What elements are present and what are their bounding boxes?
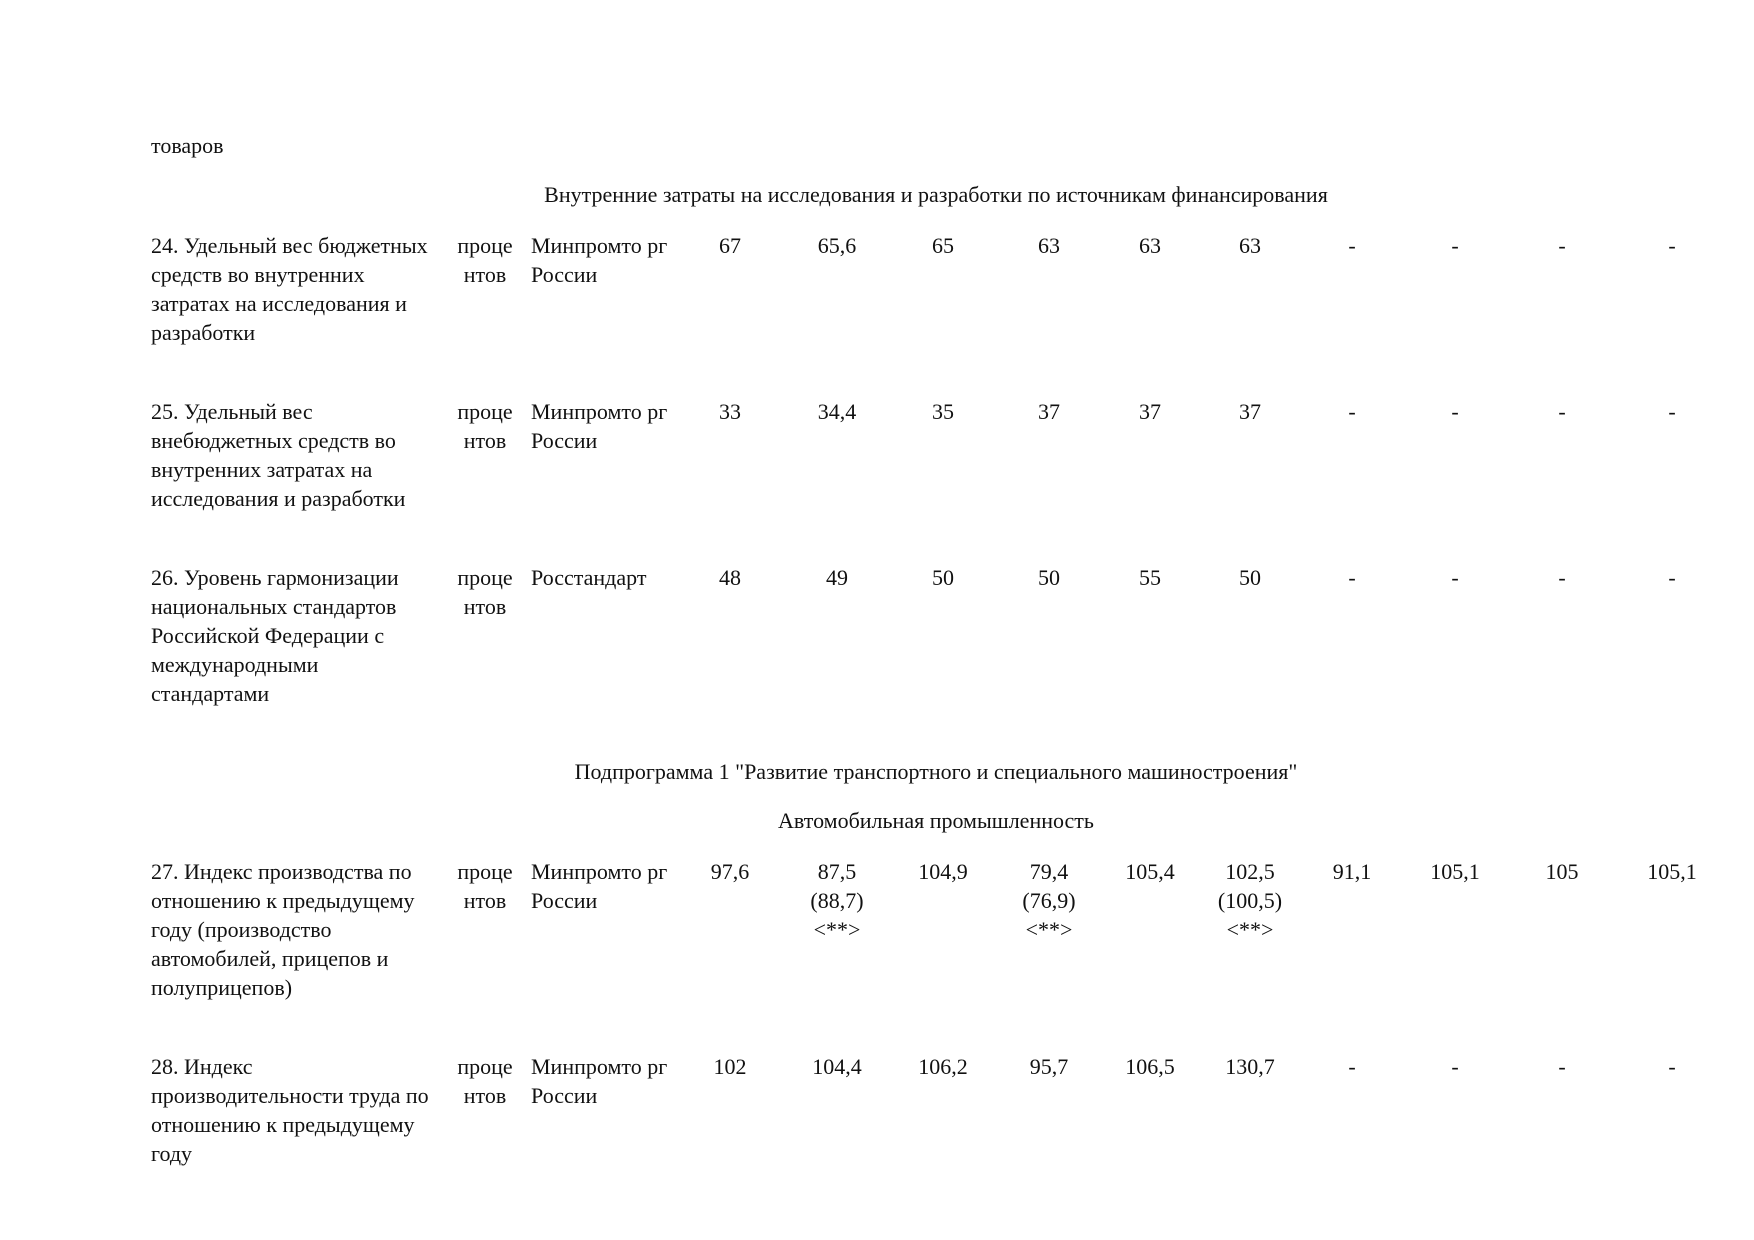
value-cell: - — [1558, 565, 1566, 590]
value-cell: - — [1668, 399, 1676, 424]
value-cell: - — [1451, 565, 1459, 590]
value-cell: 102 — [713, 1054, 747, 1079]
value-cell: 63 — [1139, 233, 1161, 258]
indicator-name: 25. Удельный вес внебюджетных средств во внутренних затратах на исследования и разработки — [151, 399, 406, 511]
value-cell: 95,7 — [1029, 1054, 1069, 1079]
value-cell: 65,6 — [817, 233, 857, 258]
unit: проце нтов — [457, 399, 513, 453]
indicator-name: 28. Индекс производительности труда по отношению к предыдущему году — [151, 1054, 429, 1166]
value-cell: - — [1668, 565, 1676, 590]
value-cell: 105,1 — [1430, 859, 1480, 884]
value-cell: 50 — [1239, 565, 1261, 590]
value-cell: 65 — [932, 233, 954, 258]
responsible-body: Минпромто рг России — [531, 1054, 668, 1108]
value-cell: - — [1451, 233, 1459, 258]
value-cell: 130,7 — [1225, 1054, 1275, 1079]
value-cell: 67 — [719, 233, 741, 258]
value-cell: 49 — [826, 565, 848, 590]
value-cell: 48 — [719, 565, 741, 590]
section-heading-automotive: Автомобильная промышленность — [778, 808, 1094, 833]
value-cell: - — [1558, 399, 1566, 424]
value-cell: - — [1348, 565, 1356, 590]
unit: проце нтов — [457, 233, 513, 287]
section-heading-rnd-financing: Внутренние затраты на исследования и разработки по источникам финансирования — [544, 182, 1328, 207]
value-cell: 63 — [1239, 233, 1261, 258]
value-cell: 34,4 — [817, 399, 857, 424]
value-cell: - — [1558, 1054, 1566, 1079]
value-cell: - — [1668, 1054, 1676, 1079]
value-cell: 35 — [932, 399, 954, 424]
value-cell: 37 — [1239, 399, 1261, 424]
value-cell: 37 — [1038, 399, 1060, 424]
value-cell: 105,4 — [1125, 859, 1175, 884]
value-cell: 106,5 — [1125, 1054, 1175, 1079]
unit: проце нтов — [457, 1054, 513, 1108]
value-cell: 104,4 — [812, 1054, 862, 1079]
value-cell: 55 — [1139, 565, 1161, 590]
value-cell: 50 — [932, 565, 954, 590]
responsible-body: Росстандарт — [531, 565, 647, 590]
value-cell: 63 — [1038, 233, 1060, 258]
value-cell: 104,9 — [918, 859, 968, 884]
responsible-body: Минпромто рг России — [531, 233, 668, 287]
value-cell: 105,1 — [1647, 859, 1697, 884]
value-cell: - — [1348, 399, 1356, 424]
value-cell: 87,5 (88,7) <**> — [810, 859, 864, 942]
value-cell: 97,6 — [710, 859, 750, 884]
responsible-body: Минпромто рг России — [531, 859, 668, 913]
unit: проце нтов — [457, 859, 513, 913]
value-cell: - — [1348, 233, 1356, 258]
continuation-text: товаров — [151, 133, 224, 158]
value-cell: 91,1 — [1332, 859, 1372, 884]
value-cell: - — [1558, 233, 1566, 258]
indicator-name: 26. Уровень гармонизации национальных стандартов Российской Федерации с международными стандартами — [151, 565, 399, 706]
value-cell: - — [1451, 1054, 1459, 1079]
value-cell: 33 — [719, 399, 741, 424]
value-cell: - — [1451, 399, 1459, 424]
indicator-name: 24. Удельный вес бюджетных средств во внутренних затратах на исследования и разработки — [151, 233, 428, 345]
value-cell: 105 — [1545, 859, 1579, 884]
value-cell: 106,2 — [918, 1054, 968, 1079]
responsible-body: Минпромто рг России — [531, 399, 668, 453]
section-heading-subprogram-1: Подпрограмма 1 "Развитие транспортного и специального машиностроения" — [574, 759, 1298, 784]
value-cell: - — [1348, 1054, 1356, 1079]
value-cell: 79,4 (76,9) <**> — [1022, 859, 1076, 942]
value-cell: 102,5 (100,5) <**> — [1217, 859, 1283, 942]
value-cell: 50 — [1038, 565, 1060, 590]
indicator-name: 27. Индекс производства по отношению к предыдущему году (производство автомобилей, прицепов и полуприцепов) — [151, 859, 415, 1000]
value-cell: - — [1668, 233, 1676, 258]
unit: проце нтов — [457, 565, 513, 619]
value-cell: 37 — [1139, 399, 1161, 424]
